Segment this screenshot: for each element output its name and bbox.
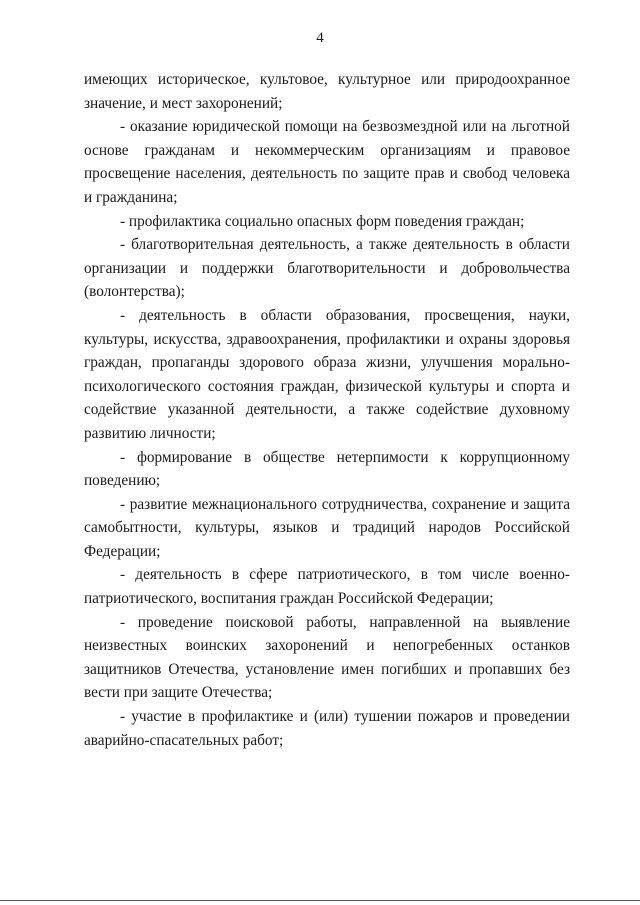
- paragraph-anti-corruption: - формирование в обществе нетерпимости к коррупционному поведению;: [84, 448, 570, 490]
- paragraph-interethnic: - развитие межнационального сотрудничества, сохранение и защита самобытности, культуры, языков и традиций народов Российской Федерации;: [84, 495, 570, 560]
- paragraph-charity: - благотворительная деятельность, а также деятельность в области организации и поддержки благотворительности и добровольчества (волонтерства);: [84, 236, 570, 301]
- page-number: 4: [316, 30, 324, 46]
- paragraph-prevention: - профилактика социально опасных форм поведения граждан;: [120, 212, 525, 230]
- document-body: [84, 68, 570, 752]
- paragraph-fire-rescue: - участие в профилактике и (или) тушении пожаров и проведении аварийно-спасательных работ;: [84, 708, 570, 749]
- paragraph-patriotic: - деятельность в сфере патриотического, в том числе военно-патриотического, воспитания граждан Российской Федерации;: [84, 566, 570, 608]
- paragraph-legal-aid: - оказание юридической помощи на безвозмездной или на льготной основе гражданам и некоммерческим организациям и правовое просвещение населения, деятельность по защите прав и свобод человека и гражданина;: [84, 118, 570, 206]
- paragraph-education-health: - деятельность в области образования, просвещения, науки, культуры, искусства, здравоохранения, профилактики и охраны здоровья граждан, пропаганды здорового образа жизни, улучшения морально-психологического состояния граждан, физической культуры и спорта и содействие указанной деятельности, а также содействие духовному развитию личности;: [84, 306, 570, 442]
- paragraph-continuation: имеющих историческое, культовое, культурное или природоохранное значение, и мест захоронений;: [84, 71, 570, 112]
- bottom-rule: [0, 900, 640, 901]
- paragraph-search-work: - проведение поисковой работы, направленной на выявление неизвестных воинских захоронений и непогребенных останков защитников Отечества, установление имен погибших и пропавших без вести при защите Отечества;: [84, 613, 570, 702]
